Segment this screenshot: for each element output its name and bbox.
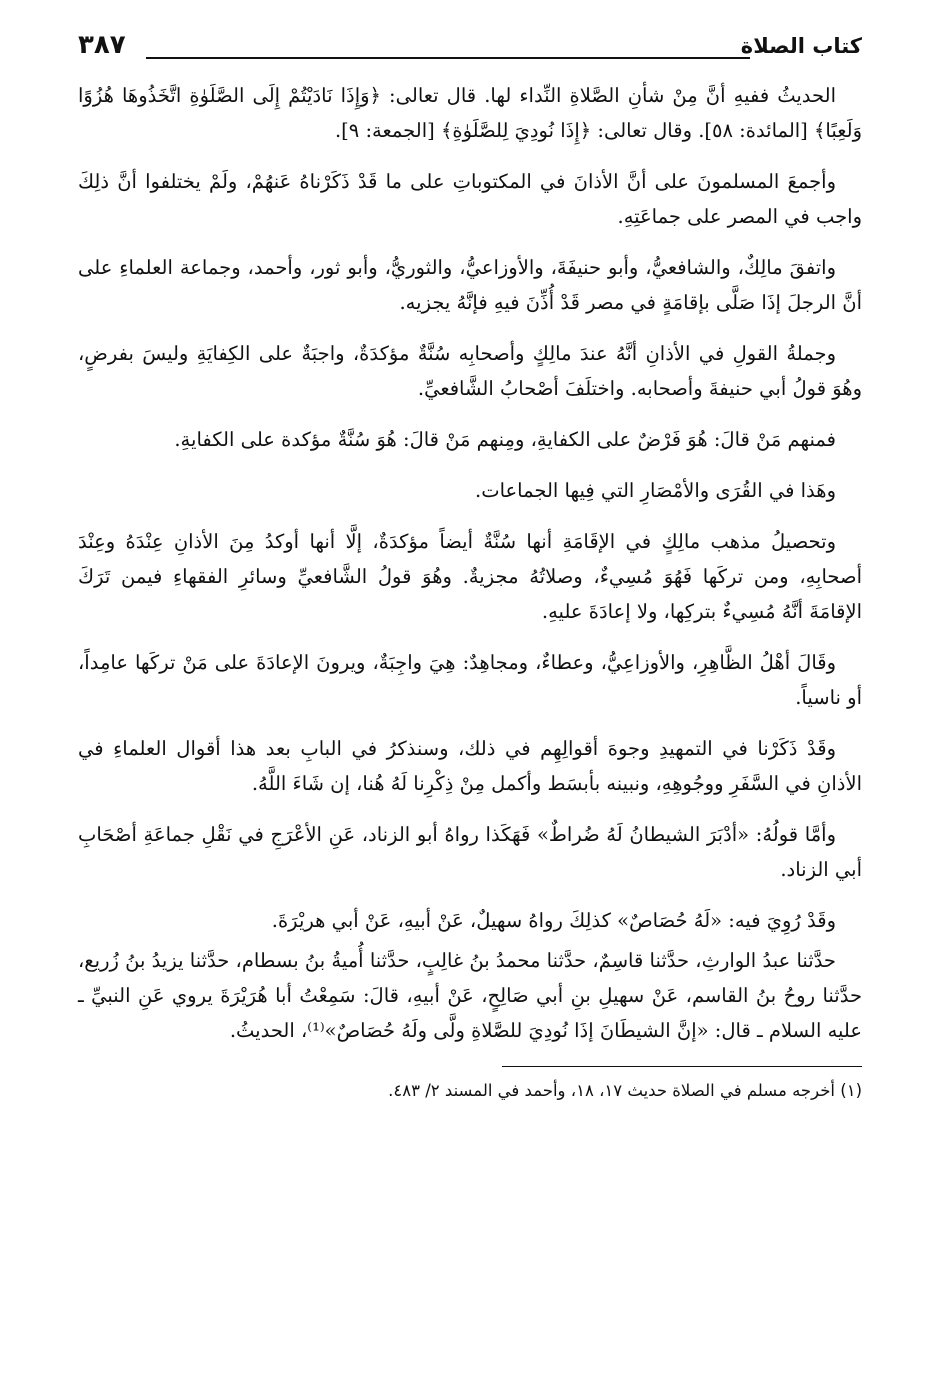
paragraph: وقَدْ ذَكَرْنا في التمهيدِ وجوهَ أقوالِهِم في ذلك، وسنذكرُ في البابِ بعد هذا أقوال العلماءِ في الأذانِ في السَّفَرِ ووجُوهِهِ، ونبينه بأبسَط وأكمل مِنْ ذِكْرِنا لَهُ هُنا، إن شَاءَ اللَّهُ. (78, 737, 862, 795)
page-number: ٣٨٧ (78, 30, 126, 60)
footnote: (١) أخرجه مسلم في الصلاة حديث ١٧، ١٨، وأحمد في المسند ٢/ ٤٨٣. (388, 1081, 862, 1100)
paragraph: وأمَّا قولُهُ: «أدْبَرَ الشيطانُ لَهُ ضُراطٌ» فَهَكَذا رواهُ أبو الزناد، عَنِ الأعْرَجِ في نَقْلِ جماعَةِ أصْحَابِ أبي الزناد. (78, 823, 862, 881)
paragraph: وأجمعَ المسلمونَ على أنَّ الأذانَ في المكتوباتِ على ما قَدْ ذَكَرْناهُ عَنهُمْ، ولَمْ يختلفوا أنَّ ذلِكَ واجب في المصر على جماعَتِهِ. (78, 170, 862, 228)
paragraph: وقَالَ أهْلُ الظَّاهِرِ، والأوزاعِيُّ، وعطاءٌ، ومجاهِدٌ: هِيَ واجِبَةٌ، ويرونَ الإعادَةَ على مَنْ تركَها عامِداً، أو ناسياً. (78, 651, 862, 709)
paragraph: وهَذا في القُرَى والأمْصَارِ التي فِيها الجماعات. (475, 479, 836, 502)
paragraph: وتحصيلُ مذهب مالِكٍ في الإقَامَةِ أنها سُنَّةٌ أيضاً مؤكدَةٌ، إلَّا أنها أوكدُ مِنَ الأذانِ عِنْدَهُ وعِنْدَ أصحابِهِ، ومن تركَها فَهُوَ مُسِيءٌ، وصلاتُهُ مجزيةٌ. وهُوَ قولُ الشَّافعيِّ وسائرِ الفقهاءِ فيمن تَرَكَ الإقامَةَ أنَّهُ مُسِيءٌ بتركِها، ولا إعادَةَ عليهِ. (78, 530, 862, 623)
page-header (78, 30, 862, 68)
chapter-title: كتاب الصلاة (740, 34, 862, 58)
paragraph: حدَّثنا عبدُ الوارثِ، حدَّثنا قاسِمٌ، حدَّثنا محمدُ بنُ غالِبٍ، حدَّثنا أُميةُ بنُ بسطام، حدَّثنا يزيدُ بنُ زُريع، حدَّثنا روحُ بنُ القاسم، عَنْ سهيلِ بنِ أبي صَالِحٍ، عَنْ أبيهِ، قالَ: سَمِعْتُ أبا هُرَيْرَةَ يروي عَنِ النبيِّ ـ عليه السلام ـ قال: «إنَّ الشيطَانَ إذَا نُودِيَ للصَّلاةِ ولَّى ولَهُ حُصَاصٌ»⁽¹⁾، الحديثُ. (78, 949, 862, 1042)
header-rule (146, 57, 750, 59)
paragraph: الحديثُ ففيهِ أنَّ مِنْ شأنِ الصَّلاةِ النِّداء لها. قال تعالى: ﴿وَإِذَا نَادَيْتُمْ إِلَى الصَّلَوٰةِ اتَّخَذُوهَا هُزُوًا وَلَعِبًا﴾ [المائدة: ٥٨]. وقال تعالى: ﴿إِذَا نُودِيَ لِلصَّلَوٰةِ﴾ [الجمعة: ٩]. (78, 84, 862, 142)
paragraph: فمنهم مَنْ قالَ: هُوَ فَرْضٌ على الكفايةِ، ومِنهم مَنْ قالَ: هُوَ سُنَّةٌ مؤكدة على الكفايةِ. (174, 428, 836, 451)
paragraph: وجملةُ القولِ في الأذانِ أنَّهُ عندَ مالِكٍ وأصحابِه سُنَّةٌ مؤكدَةٌ، واجبَةٌ على الكِفايَةِ وليسَ بفرضٍ، وهُوَ قولُ أبي حنيفةَ وأصحابه. واختلَفَ أصْحابُ الشَّافعيِّ. (78, 342, 862, 400)
paragraph: واتفقَ مالِكٌ، والشافعيُّ، وأبو حنيفَةَ، والأوزاعيُّ، والثوريُّ، وأبو ثور، وأحمد، وجماعة العلماءِ على أنَّ الرجلَ إذَا صَلَّى بإقامَةٍ في مصر قَدْ أُذِّنَ فيهِ فإنَّهُ يجزيه. (78, 256, 862, 314)
page-body (78, 78, 862, 1048)
paragraph: وقَدْ رُوِيَ فيه: «لَهُ حُصَاصٌ» كذلِكَ رواهُ سهيلٌ، عَنْ أبيهِ، عَنْ أبي هريْرَةَ. (271, 909, 836, 932)
footnote-separator (502, 1066, 862, 1067)
